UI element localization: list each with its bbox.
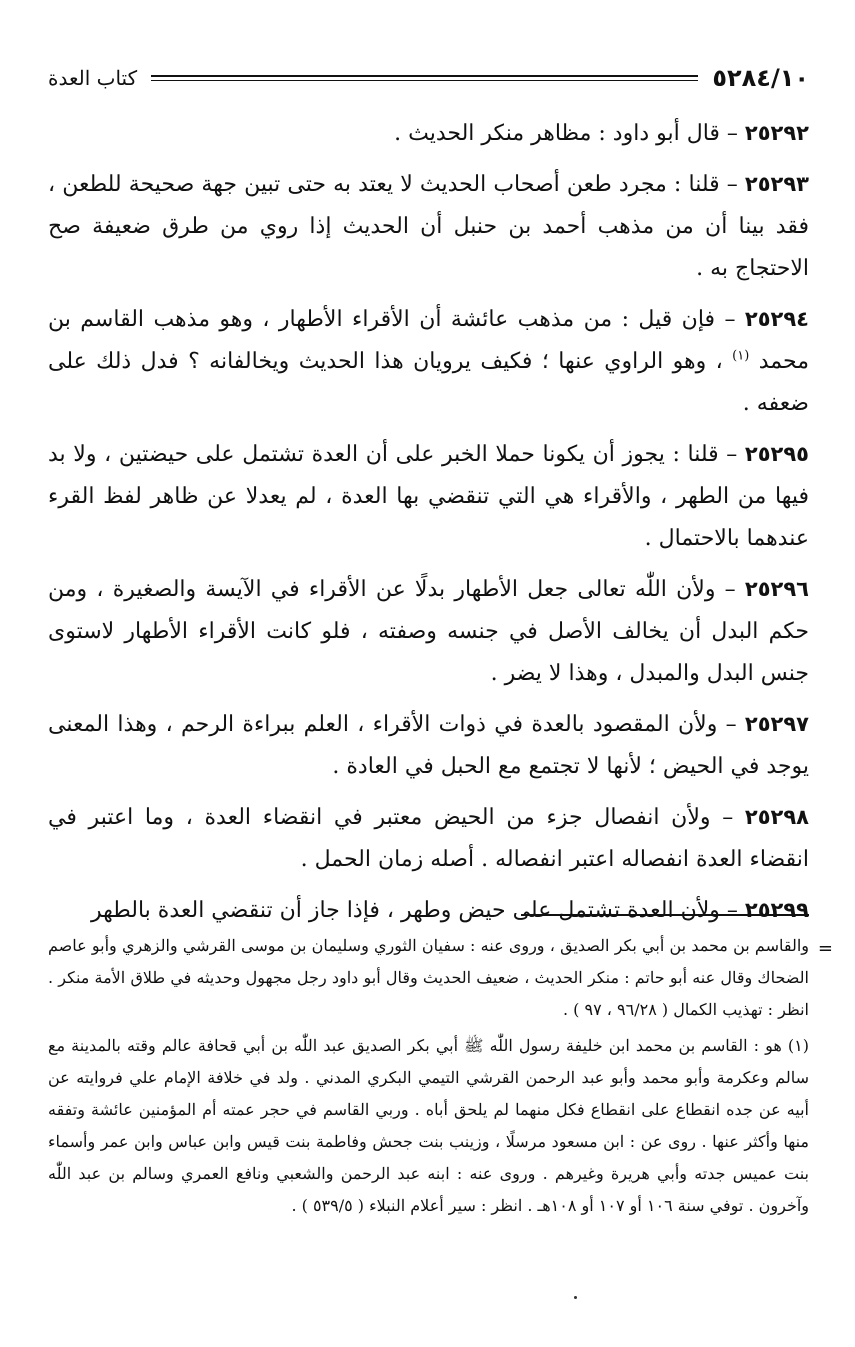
paragraph-number: ٢٥٢٩٧	[744, 712, 809, 736]
footnote-separator	[521, 914, 809, 916]
paragraph-text: – ولأن انفصال جزء من الحيض معتبر في انقضاء العدة ، وما اعتبر في انقضاء العدة انفصاله اعتبر انفصاله . أصله زمان الحمل .	[48, 805, 809, 872]
paragraph-25294	[48, 298, 809, 425]
header-rule	[151, 75, 698, 81]
page-speck	[574, 1296, 577, 1299]
footnote-continued	[48, 930, 833, 1026]
paragraph-25296	[48, 568, 809, 695]
paragraph-number: ٢٥٢٩٢	[744, 121, 809, 145]
book-title: كتاب العدة	[48, 66, 138, 90]
paragraph-number: ٢٥٢٩٩	[744, 898, 809, 922]
paragraph-25298	[48, 796, 809, 881]
paragraph-25295	[48, 433, 809, 560]
footnotes	[48, 930, 833, 1226]
paragraph-text: – قال أبو داود : مظاهر منكر الحديث .	[394, 121, 745, 146]
footnote-reference[interactable]: (١)	[732, 348, 750, 364]
paragraph-text: – فإن قيل : من مذهب عائشة أن الأقراء الأطهار ، وهو مذهب القاسم بن محمد	[48, 307, 809, 374]
paragraph-number: ٢٥٢٩٦	[744, 577, 809, 601]
footnote-1: (١) هو : القاسم بن محمد ابن خليفة رسول اللّٰه ﷺ أبي بكر الصديق عبد اللّٰه بن أبي قحافة عالم وقته بالمدينة مع سالم وعكرمة وأبو محمد وأبو عبد الرحمن القرشي التيمي البكري المدني . ولد في خلافة الإمام علي فروايته عن أبيه عن جده انقطاع على انقطاع فكل منهما لم يلحق أباه . وربي القاسم في حجر عمته أم المؤمنين عائشة وتفقه منها وأكثر عنها . روى عن : ابن مسعود مرسلًا ، وزينب بنت جحش وفاطمة بنت قيس وابن عباس وابن عمر وأسماء بنت عميس جدته وأبي هريرة وغيرهم . وروى عنه : ابنه عبد الرحمن والشعبي ونافع العمري وسالم بن عبد اللّٰه وآخرون . توفي سنة ١٠٦ أو ١٠٧ أو ١٠٨هـ . انظر : سير أعلام النبلاء ( ٥٣٩/٥ ) .	[48, 1036, 810, 1215]
continuation-mark: =	[817, 938, 833, 959]
paragraph-text: – ولأن اللّٰه تعالى جعل الأطهار بدلًا عن الأقراء في الآيسة والصغيرة ، ومن حكم البدل أن يخالف الأصل في جنسه وصفته ، فلو كانت الأقراء الأطهار لاستوى جنس البدل والمبدل ، وهذا لا يضر .	[48, 577, 809, 686]
paragraph-text: – ولأن المقصود بالعدة في ذوات الأقراء ، العلم ببراءة الرحم ، وهذا المعنى يوجد في الحيض ؛ لأنها لا تجتمع مع الحبل في العادة .	[48, 712, 809, 779]
footnote-continued-text: والقاسم بن محمد بن أبي بكر الصديق ، وروى عنه : سفيان الثوري وسليمان بن موسى القرشي والزهري وأبو عاصم الضحاك وقال عنه أبو حاتم : منكر الحديث ، ضعيف الحديث وقال أبو داود رجل مجهول وحديثه في طلاق الأمة منكر . انظر : تهذيب الكمال ( ٩٦/٢٨ ، ٩٧ ) .	[48, 936, 809, 1019]
paragraph-text: – قلنا : مجرد طعن أصحاب الحديث لا يعتد به حتى تبين جهة صحيحة للطعن ، فقد بينا أن من مذهب أحمد بن حنبل أن الحديث إذا روي من طرق ضعيفة صح الاحتجاج به .	[48, 172, 809, 281]
page-reference: ٥٢٨٤/١٠	[712, 64, 809, 92]
paragraph-number: ٢٥٢٩٤	[744, 307, 809, 331]
paragraph-text-continued: ، وهو الراوي عنها ؛ فكيف يرويان هذا الحديث ويخالفانه ؟ فدل ذلك على ضعفه .	[48, 349, 809, 416]
paragraph-number: ٢٥٢٩٣	[744, 172, 809, 196]
paragraph-number: ٢٥٢٩٥	[744, 442, 809, 466]
paragraph-25297	[48, 703, 809, 788]
paragraph-number: ٢٥٢٩٨	[744, 805, 809, 829]
main-text	[48, 112, 809, 940]
page-header	[48, 58, 809, 98]
paragraph-25299	[48, 889, 809, 932]
paragraph-25292	[48, 112, 809, 155]
paragraph-text: – ولأن العدة تشتمل على حيض وطهر ، فإذا جاز أن تنقضي العدة بالطهر	[90, 898, 745, 923]
paragraph-text: – قلنا : يجوز أن يكونا حملا الخبر على أن العدة تشتمل على حيضتين ، ولا بد فيها من الطهر ، والأقراء هي التي تنقضي بها العدة ، لم يعدلا عن ظاهر لفظ القرء عندهما بالاحتمال .	[48, 442, 809, 551]
paragraph-25293	[48, 163, 809, 290]
